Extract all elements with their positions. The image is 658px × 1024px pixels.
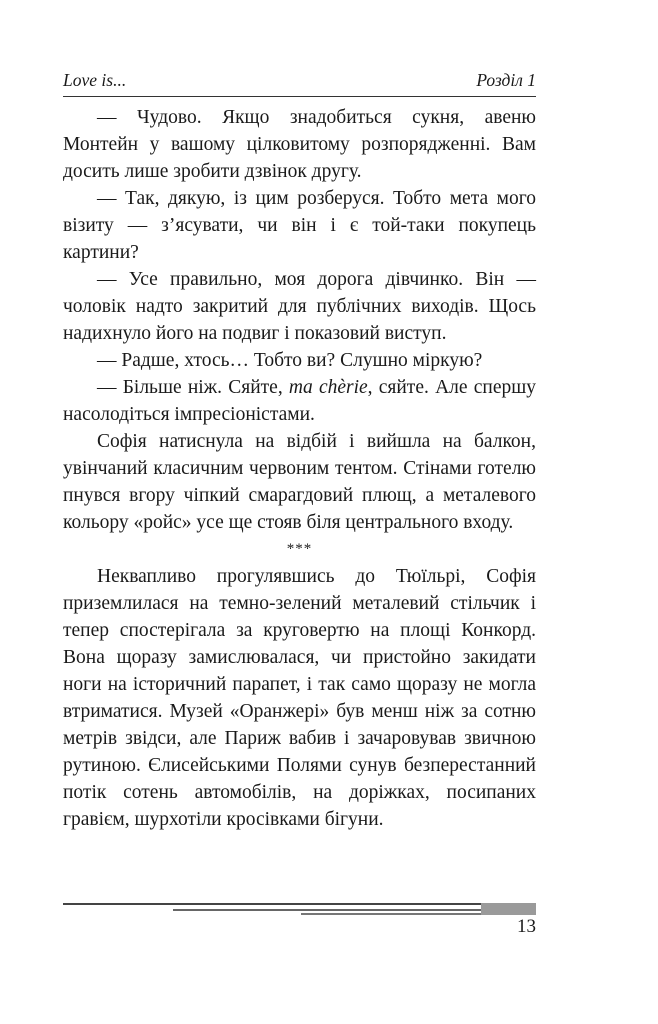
- paragraph: — Так, дякую, із цим розберуся. Тобто мета мого візиту — з’ясувати, чи він і є той-таки покупець картини?: [63, 188, 536, 263]
- paragraph: — Чудово. Якщо знадобиться сукня, авеню Монтейн у вашому цілковитому розпорядженні. Вам досить лише зробити дзвінок другу.: [63, 107, 536, 182]
- paragraph-text: — Більше ніж. Сяйте,: [97, 377, 289, 398]
- body-text: [63, 104, 536, 833]
- paragraph: Неквапливо прогулявшись до Тюїльрі, Софія приземлилася на темно-зелений металевий стільчик і тепер спостерігала за круговертю на площі Конкорд. Вона щоразу замислювалася, чи пристойно закидати ноги на історичний парапет, і так само щоразу не могла втриматися. Музей «Оранжері» був менш ніж за сотню метрів звідси, але Париж вабив і зачаровував звичною рутиною. Єлисейськими Полями сунув безперестанний потік сотень автомобілів, на доріжках, посипаних гравієм, шурхотіли кросівками бігуни.: [63, 566, 536, 830]
- header-chapter: Розділ 1: [476, 70, 536, 90]
- paragraph: — Усе правильно, моя дорога дівчинко. Він — чоловік надто закритий для публічних виходів. Щось надихнуло його на подвиг і показовий виступ.: [63, 269, 536, 344]
- running-header: [63, 70, 536, 91]
- paragraph-text: , сяйте. Але спершу насолодіться імпресіоністами.: [63, 377, 537, 425]
- page-number: 13: [517, 916, 536, 937]
- section-separator: ***: [286, 541, 313, 557]
- paragraph: [63, 374, 536, 428]
- footer-rules: [63, 900, 536, 920]
- italic-phrase: ma chèrie: [288, 377, 368, 398]
- footer-block: [481, 903, 536, 915]
- header-rule: [63, 96, 536, 97]
- footer-rule: [63, 903, 536, 905]
- paragraph: — Радше, хтось… Тобто ви? Слушно міркую?: [97, 350, 483, 371]
- header-book-title: Love is...: [63, 70, 127, 90]
- paragraph: Софія натиснула на відбій і вийшла на балкон, увінчаний класичним червоним тентом. Стінами готелю пнувся вгору чіпкий смарагдовий плющ, а металевого кольору «ройс» усе ще стояв біля центрального входу.: [63, 431, 536, 533]
